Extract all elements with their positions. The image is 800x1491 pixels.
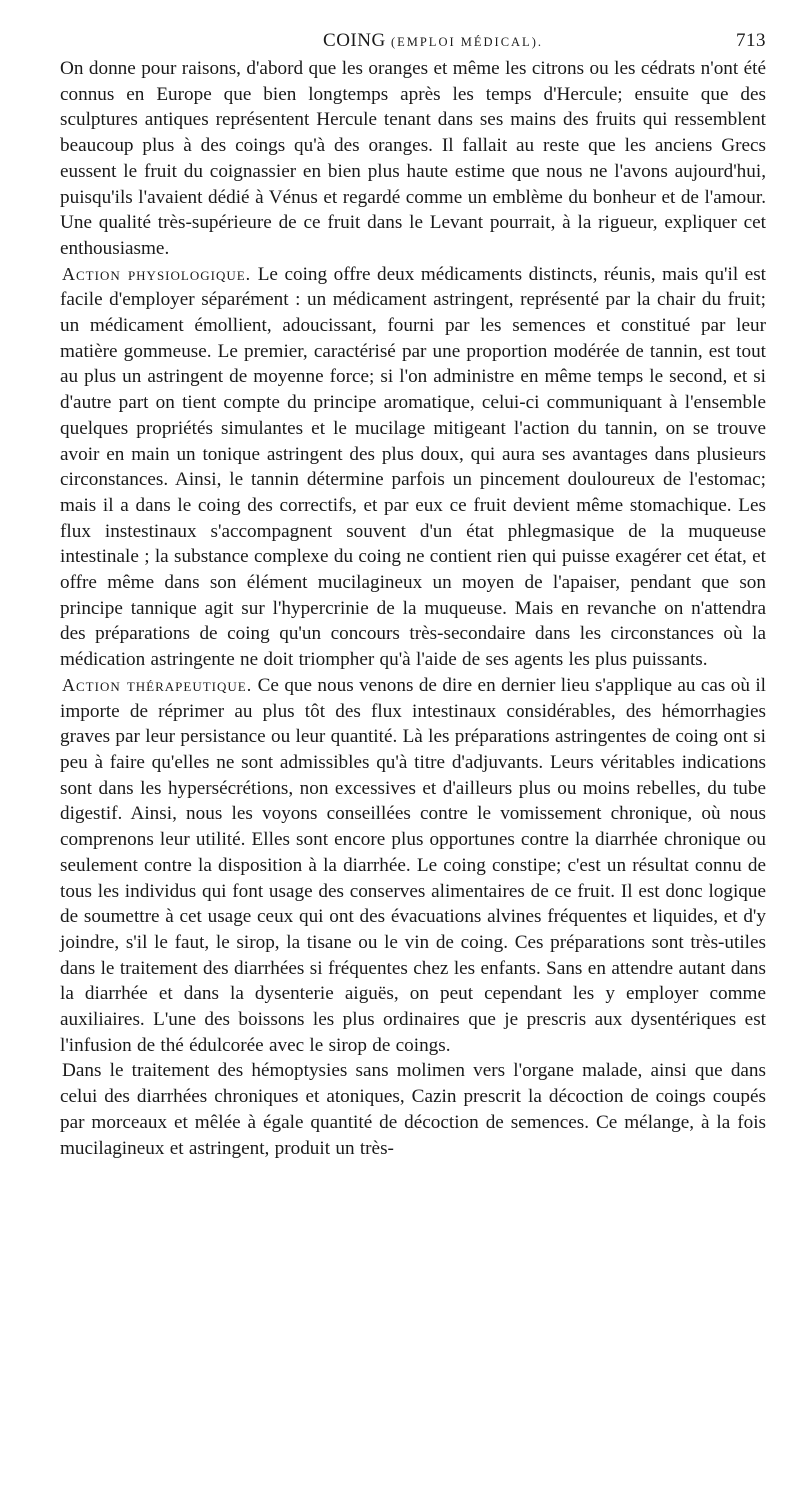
page-number: 713 bbox=[736, 30, 766, 51]
running-title-sub: (EMPLOI MÉDICAL). bbox=[390, 35, 543, 49]
paragraph-text: Le coing offre deux médicaments distincts, réunis, mais qu'il est facile d'employer séparément : un médicament astringent, représenté par la chair du fruit; un médicament émollient, adoucissant, fourni par les semences et constitué par leur matière gommeuse. Le premier, caractérisé par une proportion modérée de tannin, est tout au plus un astringent de moyenne force; si l'on administre en même temps le second, et si d'autre part on tient compte du principe aromatique, celui-ci communiquant à l'ensemble quelques propriétés simulantes et le mucilage mitigeant l'action du tannin, on se trouve avoir en main un tonique astringent des plus doux, qui aura ses avantages dans plusieurs circonstances. Ainsi, le tannin détermine parfois un pincement douloureux de l'estomac; mais il a dans le coing des correctifs, et par eux ce fruit devient même stomachique. Les flux instestinaux s'accompagnent souvent d'un état phlegmasique de la muqueuse intestinale ; la substance complexe du coing ne contient rien qui puisse exagérer cet état, et offre même dans son élément mucilagineux un moyen de l'apaiser, pendant que son principe tannique agit sur l'hypercrinie de la muqueuse. Mais en revanche on n'attendra des préparations de coing qu'un concours très-secondaire dans les circonstances où la médication astringente ne doit triompher qu'à l'aide de ses agents les plus puissants. bbox=[60, 263, 767, 671]
paragraph-physiologique bbox=[60, 262, 766, 673]
body-text bbox=[60, 56, 766, 1161]
section-heading-therapeutique: Action thérapeutique. bbox=[62, 674, 253, 695]
running-title-main: COING bbox=[323, 30, 386, 51]
paragraph-cazin bbox=[60, 1058, 766, 1161]
paragraph-text: On donne pour raisons, d'abord que les oranges et même les citrons ou les cédrats n'ont été connus en Europe que bien longtemps après les temps d'Hercule; ensuite que des sculptures antiques représentent Hercule tenant dans ses mains des fruits qui ressemblent beaucoup plus à des coings qu'à des oranges. Il fallait au reste que les anciens Grecs eussent le fruit du coignassier en bien plus haute estime que nous ne l'avons aujourd'hui, puisqu'ils l'avaient dédié à Vénus et regardé comme un emblème du bonheur et de l'amour. Une qualité très-supérieure de ce fruit dans le Levant pourrait, à la rigueur, expliquer cet enthousiasme. bbox=[60, 58, 766, 259]
section-heading-physiologique: Action physiologique. bbox=[62, 263, 252, 284]
running-title bbox=[60, 30, 766, 52]
paragraph-text: Dans le traitement des hémoptysies sans molimen vers l'organe malade, ainsi que dans celui des diarrhées chroniques et atoniques, Cazin prescrit la décoction de coings coupés par morceaux et mêlée à égale quantité de décoction de semences. Ce mélange, à la fois mucilagineux et astringent, produit un très- bbox=[60, 1060, 766, 1159]
paragraph-text: Ce que nous venons de dire en dernier lieu s'applique au cas où il importe de réprimer au plus tôt des flux intestinaux considérables, des hémorrhagies graves par leur persistance ou leur quantité. Là les préparations astringentes de coing ont si peu à faire qu'elles ne sont admissibles qu'à titre d'adjuvants. Leurs véritables indications sont dans les hypersécrétions, non excessives et d'ailleurs plus ou moins rebelles, du tube digestif. Ainsi, nous les voyons conseillées contre le vomissement chronique, où nous comprenons leur utilité. Elles sont encore plus opportunes contre la diarrhée chronique ou seulement contre la disposition à la diarrhée. Le coing constipe; c'est un résultat connu de tous les individus qui font usage des conserves alimentaires de ce fruit. Il est donc logique de soumettre à cet usage ceux qui ont des évacuations alvines fréquentes et liquides, et d'y joindre, s'il le faut, le sirop, la tisane ou le vin de coing. Ces préparations sont très-utiles dans le traitement des diarrhées si fréquentes chez les enfants. Sans en attendre autant dans la diarrhée et dans la dysenterie aiguës, on peut cependant les y employer comme auxiliaires. L'une des boissons les plus ordinaires que je prescris aux dysentériques est l'infusion de thé édulcorée avec le sirop de coings. bbox=[60, 674, 767, 1056]
paragraph-therapeutique bbox=[60, 673, 766, 1059]
running-head bbox=[60, 30, 766, 56]
paragraph-intro bbox=[60, 56, 766, 262]
book-page bbox=[60, 30, 766, 1161]
